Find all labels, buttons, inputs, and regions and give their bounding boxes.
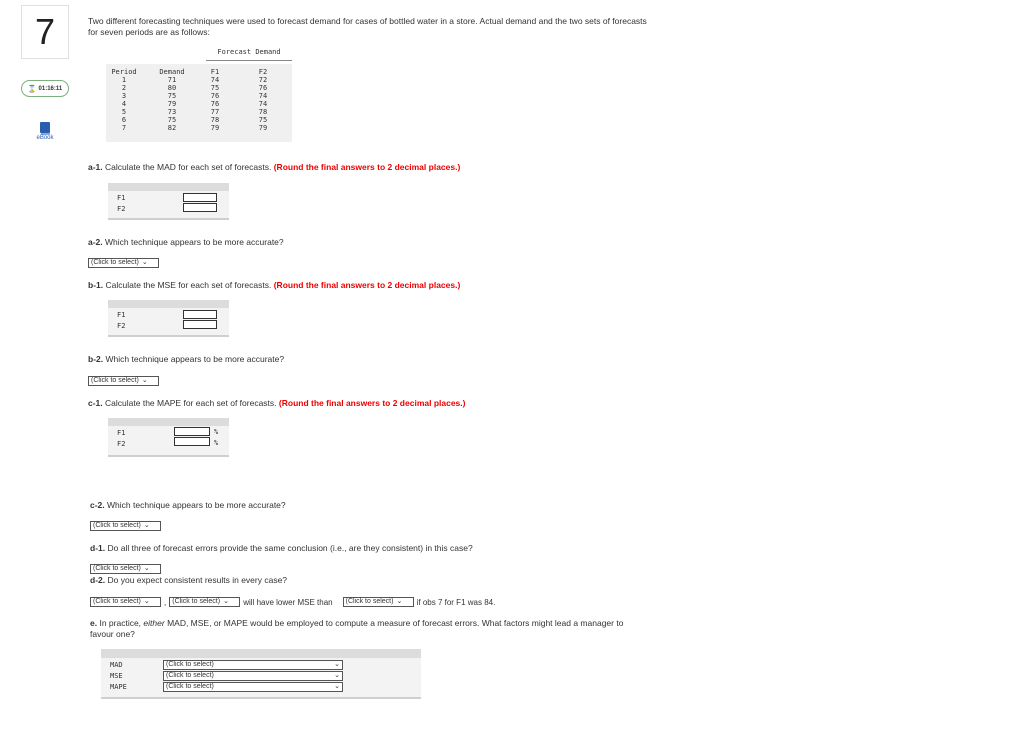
column-header: F1 [210,68,220,76]
cell: 74 [210,76,220,84]
part-label: d-1. [90,543,106,553]
d2-select-3[interactable] [343,597,414,607]
question-d1 [90,543,473,553]
mad-f2-input[interactable] [183,203,217,212]
question-e [90,618,635,640]
percent-unit: % [214,439,219,447]
d2-select-1[interactable] [90,597,161,607]
cell: 75 [258,116,268,124]
chevron-down-icon: ⌄ [141,259,148,266]
question-text: Calculate the MAD for each set of forecasts. [105,162,272,172]
chevron-down-icon: ⌄ [143,522,150,529]
question-b2 [88,354,284,364]
cell: 78 [258,108,268,116]
forecast-table [106,64,292,142]
a2-select[interactable] [88,258,159,268]
b2-select[interactable] [88,376,159,386]
question-c2 [90,500,286,510]
cell: 4 [121,100,127,108]
cell: 80 [167,84,177,92]
row-label-mape: MAPE [110,683,127,691]
cell: 5 [121,108,127,116]
column-header: Demand [159,68,185,76]
f2-column [254,68,272,132]
mad-factor-select[interactable] [163,660,343,670]
row-label-f1: F1 [117,194,126,202]
chevron-down-icon: ⌄ [396,598,403,605]
question-text: MAD, MSE, or MAPE would be employed to compute a measure of forecast errors. What factors might lead a manager to favour one? [90,618,624,639]
question-text: Do you expect consistent results in every case? [107,575,288,585]
select-value: (Click to select) [93,565,141,572]
chevron-down-icon: ⌄ [223,598,229,605]
select-value: (Click to select) [166,672,214,679]
question-text: Do all three of forecast errors provide the same conclusion (i.e., are they consistent) in this case? [107,543,473,553]
question-text: Calculate the MSE for each set of forecasts. [105,280,272,290]
table-footer [108,455,229,457]
rounding-note: (Round the final answers to 2 decimal places.) [278,398,466,408]
row-label-f2: F2 [117,322,126,330]
select-value: (Click to select) [91,259,139,266]
timer-value: 01:16:11 [38,85,63,92]
table-header [101,649,421,658]
question-c1 [88,398,465,408]
chevron-down-icon: ⌄ [334,672,340,679]
row-label-f1: F1 [117,311,126,319]
row-label-f1: F1 [117,429,126,437]
cell: 76 [210,100,220,108]
rounding-note: (Round the final answers to 2 decimal places.) [273,280,461,290]
table-footer [108,335,229,337]
cell: 76 [210,92,220,100]
forecast-group-header: Forecast Demand [217,48,281,56]
chevron-down-icon: ⌄ [334,661,340,668]
factors-table [101,649,421,699]
table-header [108,183,229,191]
d1-select[interactable] [90,564,161,574]
book-icon [40,122,50,133]
row-label-f2: F2 [117,205,126,213]
mape-f2-input[interactable] [174,437,210,446]
question-a2 [88,237,284,247]
question-d2 [90,575,287,585]
header-divider [206,60,292,61]
select-value: (Click to select) [166,661,214,668]
cell: 75 [167,116,177,124]
mape-factor-select[interactable] [163,682,343,692]
mad-answer-table [108,183,229,220]
select-value: (Click to select) [345,598,394,605]
cell: 75 [167,92,177,100]
cell: 75 [210,84,220,92]
cell: 77 [210,108,220,116]
cell: 79 [167,100,177,108]
cell: 73 [167,108,177,116]
cell: 74 [258,92,268,100]
d2-answer-row [90,597,495,607]
cell: 82 [167,124,177,132]
select-value: (Click to select) [172,598,221,605]
cell: 78 [210,116,220,124]
d2-end-text: if obs 7 for F1 was 84. [416,597,496,607]
cell: 72 [258,76,268,84]
d2-select-2[interactable] [169,597,240,607]
column-header: Period [111,68,137,76]
part-label: a-1. [88,162,103,172]
question-number: 7 [21,5,69,59]
row-label-f2: F2 [117,440,126,448]
question-text: In practice, [99,618,142,628]
chevron-down-icon: ⌄ [143,598,150,605]
question-text: Which technique appears to be more accurate? [105,237,284,247]
cell: 74 [258,100,268,108]
cell: 76 [258,84,268,92]
mse-f2-input[interactable] [183,320,217,329]
part-label: a-2. [88,237,103,247]
select-value: (Click to select) [93,598,141,605]
mape-answer-table [108,418,229,457]
chevron-down-icon: ⌄ [143,565,150,572]
ebook-button[interactable] [21,115,69,151]
comma: , [164,597,167,607]
question-text: Which technique appears to be more accurate? [105,354,285,364]
hourglass-icon: ⌛ [27,85,37,93]
timer[interactable] [21,80,69,97]
emphasis-text: either [143,618,165,628]
row-label-mad: MAD [110,661,123,669]
cell: 1 [121,76,127,84]
cell: 79 [258,124,268,132]
mse-factor-select[interactable] [163,671,343,681]
column-header: F2 [258,68,268,76]
part-label: b-1. [88,280,104,290]
cell: 3 [121,92,127,100]
table-footer [108,218,229,220]
part-label: d-2. [90,575,106,585]
mape-f1-input[interactable] [174,427,210,436]
table-header [108,418,229,426]
part-label: e. [90,618,98,628]
question-a1 [88,162,460,172]
question-text: Which technique appears to be more accurate? [107,500,286,510]
select-value: (Click to select) [93,522,141,529]
chevron-down-icon: ⌄ [141,377,148,384]
part-label: b-2. [88,354,104,364]
percent-unit: % [214,428,219,436]
cell: 79 [210,124,220,132]
mse-f1-input[interactable] [183,310,217,319]
d2-mid-text: will have lower MSE than [243,597,333,607]
table-footer [101,697,421,699]
cell: 2 [121,84,127,92]
period-column [106,68,142,132]
mad-f1-input[interactable] [183,193,217,202]
f1-column [206,68,224,132]
select-value: (Click to select) [166,683,214,690]
select-value: (Click to select) [91,377,139,384]
question-b1 [88,280,460,290]
cell: 71 [167,76,177,84]
part-label: c-2. [90,500,105,510]
cell: 7 [121,124,127,132]
rounding-note: (Round the final answers to 2 decimal places.) [273,162,461,172]
cell: 6 [121,116,127,124]
mse-answer-table [108,300,229,337]
table-header [108,300,229,308]
c2-select[interactable] [90,521,161,531]
chevron-down-icon: ⌄ [334,683,340,690]
part-label: c-1. [88,398,103,408]
demand-column [154,68,190,132]
ebook-label: eBook [36,135,54,141]
question-text: Calculate the MAPE for each set of forecasts. [105,398,277,408]
row-label-mse: MSE [110,672,123,680]
question-intro: Two different forecasting techniques were used to forecast demand for cases of bottled water in a store. Actual demand and the two sets of forecasts for seven periods are as follows: [88,16,647,37]
